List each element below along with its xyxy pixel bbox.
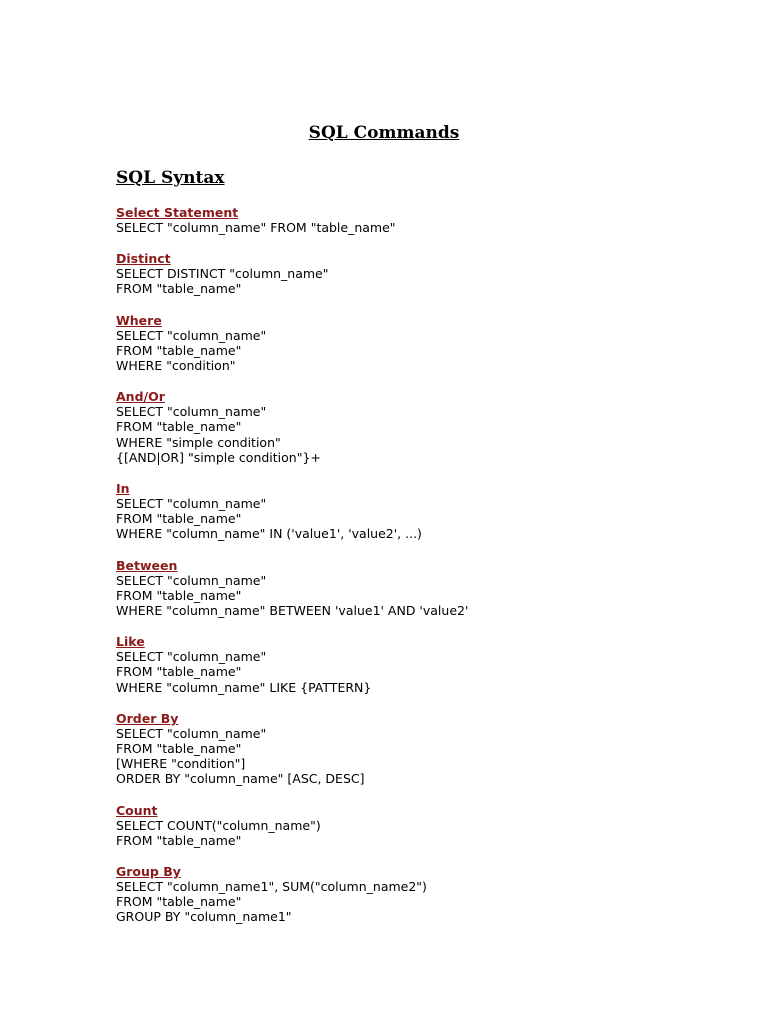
syntax-line: FROM "table_name": [116, 664, 242, 680]
syntax-block-group-by: [116, 864, 736, 925]
syntax-line: [WHERE "condition"]: [116, 756, 246, 772]
syntax-line: SELECT "column_name1", SUM("column_name2"): [116, 879, 427, 895]
syntax-line: {[AND|OR] "simple condition"}+: [116, 449, 321, 465]
syntax-line: WHERE "simple condition": [116, 434, 281, 450]
syntax-line: SELECT COUNT("column_name"): [116, 817, 321, 833]
syntax-block-where: [116, 313, 736, 374]
syntax-heading: Between: [116, 557, 178, 573]
syntax-line: SELECT "column_name": [116, 496, 267, 512]
syntax-heading: In: [116, 481, 130, 497]
syntax-block-in: [116, 481, 736, 542]
syntax-block-between: [116, 558, 736, 619]
syntax-line: SELECT DISTINCT "column_name": [116, 266, 329, 282]
syntax-block-and-or: [116, 389, 736, 465]
syntax-block-distinct: [116, 251, 736, 296]
syntax-heading: Select Statement: [116, 205, 239, 220]
syntax-heading: And/Or: [116, 389, 165, 405]
syntax-block-like: [116, 634, 736, 695]
syntax-line: FROM "table_name": [116, 419, 242, 435]
syntax-line: SELECT "column_name": [116, 404, 267, 420]
syntax-line: SELECT "column_name": [116, 572, 267, 588]
syntax-line: FROM "table_name": [116, 281, 242, 297]
syntax-line: FROM "table_name": [116, 511, 242, 527]
syntax-line: GROUP BY "column_name1": [116, 909, 292, 925]
document-title: SQL Commands: [308, 123, 460, 143]
syntax-heading: Order By: [116, 710, 179, 726]
syntax-blocks: [116, 205, 736, 941]
syntax-line: FROM "table_name": [116, 832, 242, 848]
syntax-line: WHERE "column_name" IN ('value1', 'value2', ...): [116, 526, 422, 542]
syntax-heading: Group By: [116, 864, 181, 880]
syntax-line: ORDER BY "column_name" [ASC, DESC]: [116, 771, 365, 787]
syntax-line: WHERE "condition": [116, 358, 236, 374]
syntax-heading: Where: [116, 312, 162, 328]
syntax-line: SELECT "column_name": [116, 649, 267, 665]
syntax-line: SELECT "column_name": [116, 327, 267, 343]
syntax-line: SELECT "column_name": [116, 725, 267, 741]
syntax-line: WHERE "column_name" LIKE {PATTERN}: [116, 679, 372, 695]
section-title: SQL Syntax: [116, 168, 225, 188]
syntax-heading: Like: [116, 634, 145, 650]
syntax-block-count: [116, 803, 736, 848]
syntax-line: FROM "table_name": [116, 342, 242, 358]
syntax-block-order-by: [116, 711, 736, 787]
syntax-heading: Distinct: [116, 251, 171, 267]
syntax-line: WHERE "column_name" BETWEEN 'value1' AND 'value2': [116, 603, 469, 619]
syntax-line: FROM "table_name": [116, 741, 242, 757]
syntax-heading: Count: [116, 802, 158, 818]
syntax-block-select-statement: [116, 205, 736, 235]
syntax-line: SELECT "column_name" FROM "table_name": [116, 220, 396, 235]
syntax-line: FROM "table_name": [116, 894, 242, 910]
syntax-line: FROM "table_name": [116, 587, 242, 603]
